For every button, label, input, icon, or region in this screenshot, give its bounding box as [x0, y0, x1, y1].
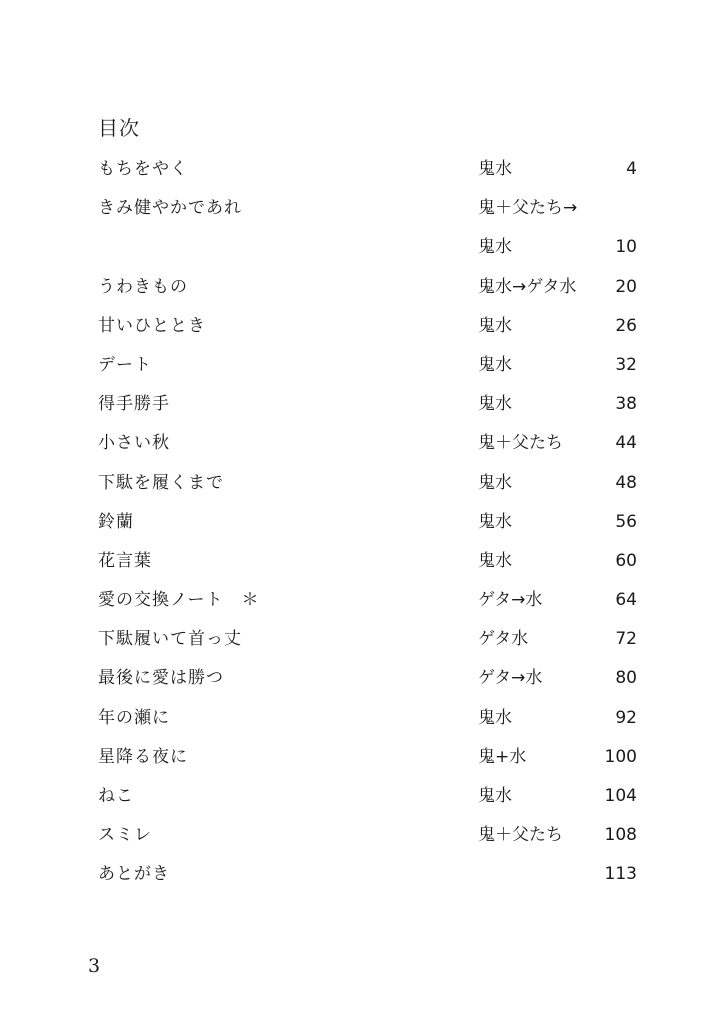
toc-author: 鬼水 — [478, 237, 512, 258]
toc-story-title: 愛の交換ノート ＊ — [98, 590, 260, 611]
toc-story-title: 最後に愛は勝つ — [98, 668, 224, 689]
toc-author: 鬼水 — [478, 511, 512, 532]
toc-story-title: 年の瀬に — [98, 707, 170, 728]
toc-author: 鬼水 — [478, 550, 512, 571]
toc-page-number: 38 — [615, 394, 637, 415]
toc-entry — [0, 193, 726, 232]
toc-story-title: 甘いひととき — [98, 315, 206, 336]
toc-page-number: 113 — [604, 864, 637, 885]
toc-story-title: きみ健やかであれ — [98, 198, 242, 219]
toc-entry — [0, 703, 726, 742]
toc-page-number: 92 — [615, 707, 637, 728]
toc-page-number: 26 — [615, 315, 637, 336]
toc-story-title: 下駄履いて首っ丈 — [98, 629, 242, 650]
toc-title: 目次 — [98, 116, 140, 140]
toc-page-number: 32 — [615, 354, 637, 375]
toc-page-number: 64 — [615, 590, 637, 611]
toc-author: 鬼水 — [478, 354, 512, 375]
toc-list — [0, 154, 726, 899]
toc-entry — [0, 742, 726, 781]
toc-story-title: うわきもの — [98, 276, 188, 297]
toc-story-title: 星降る夜に — [98, 746, 188, 767]
toc-page-number: 44 — [615, 433, 637, 454]
toc-page-number: 48 — [615, 472, 637, 493]
toc-entry — [0, 350, 726, 389]
toc-story-title: 下駄を履くまで — [98, 472, 224, 493]
toc-author: 鬼＋父たち→ — [478, 198, 578, 219]
toc-entry — [0, 272, 726, 311]
toc-entry — [0, 232, 726, 271]
toc-author: 鬼水 — [478, 786, 512, 806]
toc-author: 鬼水 — [478, 315, 512, 336]
toc-story-title: ねこ — [98, 786, 134, 806]
toc-entry — [0, 154, 726, 193]
toc-entry — [0, 546, 726, 585]
toc-page-number: 108 — [604, 825, 637, 846]
toc-story-title: 小さい秋 — [98, 433, 170, 454]
toc-page-number: 80 — [615, 668, 637, 689]
toc-author: 鬼＋父たち — [478, 433, 563, 454]
toc-author: 鬼水 — [478, 394, 512, 415]
toc-story-title: もちをやく — [98, 159, 188, 179]
toc-page-number: 56 — [615, 511, 637, 532]
toc-page-number: 10 — [615, 237, 637, 258]
toc-entry — [0, 389, 726, 428]
toc-author: 鬼水 — [478, 159, 512, 179]
toc-entry — [0, 311, 726, 350]
toc-story-title: デート — [98, 354, 152, 375]
toc-story-title: 花言葉 — [98, 550, 152, 571]
toc-story-title: 鈴蘭 — [98, 511, 134, 532]
toc-author: 鬼水 — [478, 472, 512, 493]
toc-author: 鬼＋父たち — [478, 825, 563, 846]
toc-entry — [0, 428, 726, 467]
toc-story-title: あとがき — [98, 864, 170, 885]
toc-author: 鬼水 — [478, 707, 512, 728]
toc-page-number: 4 — [626, 159, 637, 179]
toc-page-number: 100 — [604, 746, 637, 767]
toc-author: ゲタ→水 — [478, 668, 543, 689]
toc-author: 鬼水→ゲタ水 — [478, 276, 577, 297]
toc-entry — [0, 859, 726, 898]
toc-entry — [0, 663, 726, 702]
toc-page-number: 20 — [615, 276, 637, 297]
toc-entry — [0, 820, 726, 859]
page-number: 3 — [88, 955, 101, 977]
toc-entry — [0, 585, 726, 624]
toc-entry — [0, 507, 726, 546]
toc-page-number: 60 — [615, 550, 637, 571]
toc-entry — [0, 781, 726, 820]
toc-author: 鬼+水 — [478, 746, 527, 767]
toc-entry — [0, 624, 726, 663]
toc-story-title: 得手勝手 — [98, 394, 170, 415]
toc-author: ゲタ水 — [478, 629, 529, 650]
toc-author: ゲタ→水 — [478, 590, 543, 611]
toc-story-title: スミレ — [98, 825, 152, 846]
toc-page-number: 72 — [615, 629, 637, 650]
toc-entry — [0, 468, 726, 507]
toc-page-number: 104 — [604, 786, 637, 806]
